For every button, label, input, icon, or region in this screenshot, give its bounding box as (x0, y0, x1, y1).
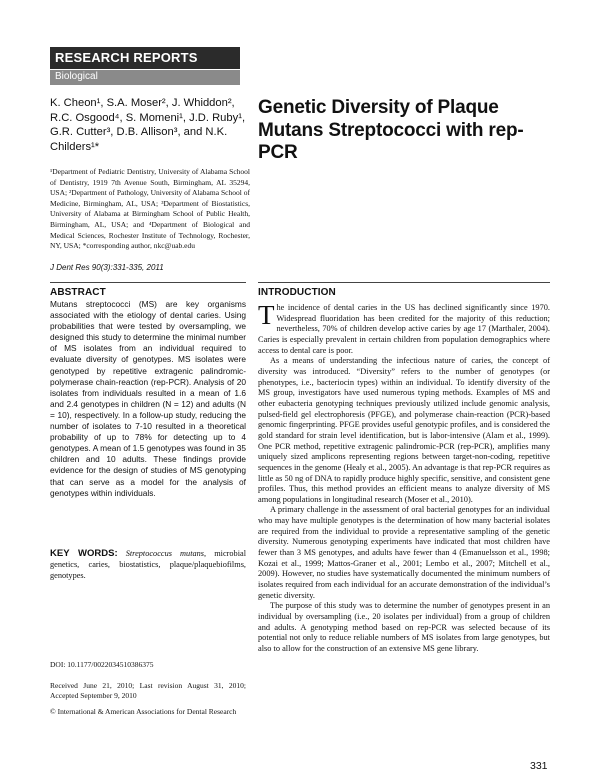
doi: DOI: 10.1177/0022034510386375 (50, 660, 154, 669)
keywords (50, 549, 246, 581)
copyright: © International & American Associations for Dental Research (50, 707, 237, 716)
journal-citation: J Dent Res 90(3):331-335, 2011 (50, 263, 164, 272)
author-list: K. Cheon¹, S.A. Moser², J. Whiddon², R.C. Osgood⁴, S. Momeni¹, J.D. Ruby¹, G.R. Cutter³, D.B. Allison³, and N.K. Childers¹* (50, 97, 246, 153)
intro-paragraph: As a means of understanding the infectious nature of caries, the concept of diversity was introduced. “Diversity” refers to the number of genotypes (or phenotypes, i.e., bacteriocin types) within an individual. To identify diversity of the MS group, investigators have used numerous typing methods. Examples of MS and other eubacteria genotyping techniques previously utilized include genomic analysis, pulsed-field gel electrophoresis (PFGE), and polymerase chain-reaction (PCR)-based genomic fingerprinting. PFGE provides useful genotypic profiles, and is considered the gold standard for strain level identification, but is labor-intensive (Alam et al., 1999). One PCR method, repetitive extragenic palindromic-PCR (rep-PCR), amplifies many uniquely sized amplicons representing regions between target-non-coding, repetitive sequences in the genome (Healy et al., 2005). An advantage is that rep-PCR requires as little as 50 ng of DNA to rapidly produce highly specific, sensitive, and consistent gene profiles. Thus, this method provides an efficient means to analyze diversity of MS among populations in longitudinal research (Moser et al., 2010). (258, 356, 550, 504)
section-label: RESEARCH REPORTS (55, 50, 198, 65)
affiliations: ¹Department of Pediatric Dentistry, University of Alabama School of Dentistry, 1919 7th Avenue South, Birmingham, AL 35294, USA; ²Department of Pathology, University of Alabama School of Medicine, Birmingham, AL, USA; ³Department of Biostatistics, University of Alabama at Birmingham School of Public Health, Birmingham, AL, USA; and ⁴Department of Biological and Medical Sciences, Rochester Institute of Technology, Rochester, NY, USA; *corresponding author, nkc@uab.edu (50, 167, 250, 251)
introduction-heading: INTRODUCTION (258, 287, 336, 298)
keywords-label: KEY WORDS: (50, 548, 118, 559)
abstract-rule (50, 282, 246, 283)
introduction-body (258, 300, 550, 655)
abstract-heading: ABSTRACT (50, 287, 106, 298)
abstract-text: Mutans streptococci (MS) are key organisms associated with the etiology of dental caries. Using probabilities that were tested by oversampling, we designed this study to determine the minimal number of MS isolates from an individual required to evaluate diversity of genotypes. MS isolates were genotyped by repetitive extragenic palindromic-polymerase chain-reaction (rep-PCR). Analysis of 20 isolates from individuals resulted in a mean of 1.6 and 2.4 genotypes in children (N = 12) and adults (N = 10), respectively. In a follow-up study, reducing the number of isolates to 7-10 resulted in a theoretical probability of up to 78% for detecting up to 4 genotypes. A mean of 1.5 genotypes was found in 35 children and 10 adults. These findings provide evidence for the design of studies of MS genotyping that can serve as a model for the analysis of genotypes within individuals. (50, 299, 246, 498)
intro-paragraph: A primary challenge in the assessment of oral bacterial genotypes for an individual who may have multiple genotypes is the determination of how many bacterial isolates are required from the individual to provide a representative sampling of the genetic diversity. Numerous genotyping experiments have indicated that most children have fewer than 3 MS genotypes, and adults have fewer than 4 (Emanuelsson et al., 1998; Kozai et al., 1999; Mattos-Graner et al., 2001; Lembo et al., 2007; Mitchell et al., 2009). However, no studies have systematically documented the minimum numbers of isolates required from each individual for an accurate demonstration of the individual’s genetic diversity. (258, 505, 550, 600)
intro-paragraph (258, 300, 550, 356)
article-title: Genetic Diversity of Plaque Mutans Streptococci with rep-PCR (258, 97, 524, 163)
intro-paragraph-text: he incidence of dental caries in the US has declined significantly since 1970. Widespread fluoridation has been credited for the majority of this reduction; nevertheless, 70% of children develop active caries by age 17 (Marthaler, 2004). Caries is especially prevalent in certain children from population demographics where access to dental care is poor. (258, 303, 550, 355)
received-dates: Received June 21, 2010; Last revision August 31, 2010; Accepted September 9, 2010 (50, 681, 246, 701)
drop-cap: T (258, 300, 275, 330)
subsection-label: Biological (55, 71, 98, 82)
intro-paragraph: The purpose of this study was to determine the number of genotypes present in an individual by oversampling (i.e., 20 isolates per individual) from a group of children and adults. A genotyping method based on rep-PCR was selected because of its potential not only to reduce reliable numbers of MS isolates from large genotypes, but also to allow for the construction of an extensive MS gene library. (258, 601, 550, 653)
keywords-rest: , microbial genetics, caries, biostatistics, plaque/plaquebiofilms, genotypes. (50, 549, 246, 580)
introduction-rule (258, 282, 550, 283)
page-number: 331 (530, 760, 548, 772)
keyword-italic: Streptococcus mutans (125, 549, 205, 558)
